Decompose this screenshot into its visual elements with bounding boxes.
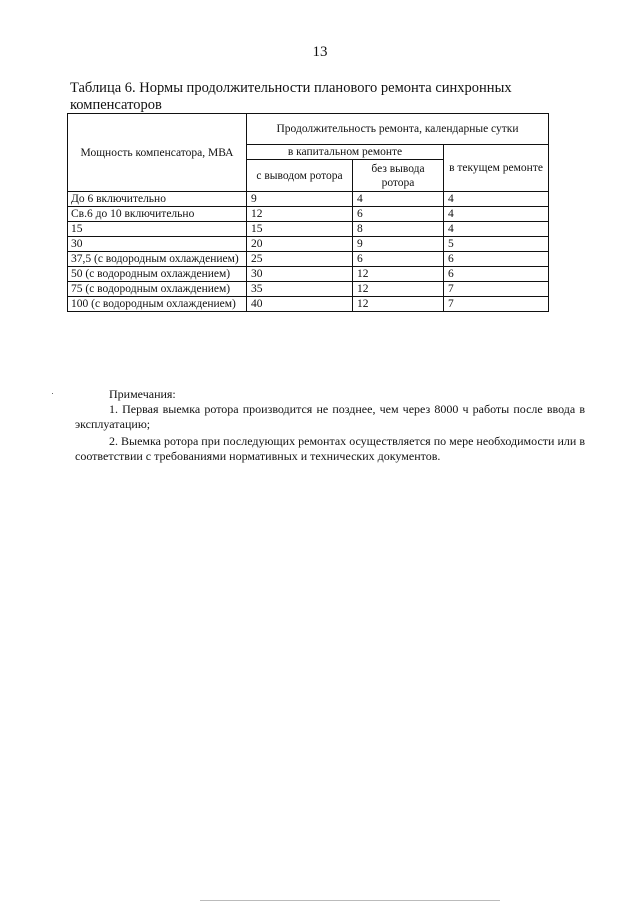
cell-with-rotor: 9 [247, 192, 353, 207]
scan-speck [52, 393, 53, 394]
table-row [68, 222, 549, 237]
note-1: 1. Первая выемка ротора производится не позднее, чем через 8000 ч работы после ввода в эксплуатацию; [75, 402, 585, 431]
cell-current: 7 [444, 282, 549, 297]
cell-without-rotor: 6 [353, 252, 444, 267]
table-row [68, 297, 549, 312]
cell-power: 37,5 (с водородным охлаждением) [68, 252, 247, 267]
cell-without-rotor: 12 [353, 282, 444, 297]
table-row [68, 237, 549, 252]
header-with-rotor: с выводом ротора [247, 160, 353, 192]
notes-title: Примечания: [109, 387, 176, 401]
table-row [68, 252, 549, 267]
header-current: в текущем ремонте [444, 145, 549, 192]
header-capital: в капитальном ремонте [247, 145, 444, 160]
cell-power: 15 [68, 222, 247, 237]
cell-with-rotor: 30 [247, 267, 353, 282]
cell-without-rotor: 12 [353, 267, 444, 282]
cell-power: До 6 включительно [68, 192, 247, 207]
cell-current: 6 [444, 252, 549, 267]
page-number: 13 [312, 44, 328, 60]
cell-power: Св.6 до 10 включительно [68, 207, 247, 222]
notes [75, 387, 585, 464]
table-row [68, 192, 549, 207]
cell-without-rotor: 6 [353, 207, 444, 222]
cell-current: 7 [444, 297, 549, 312]
table-row [68, 207, 549, 222]
cell-power: 30 [68, 237, 247, 252]
cell-current: 4 [444, 192, 549, 207]
cell-power: 50 (с водородным охлаждением) [68, 267, 247, 282]
norms-table [67, 113, 549, 312]
header-duration: Продолжительность ремонта, календарные сутки [247, 114, 549, 145]
cell-without-rotor: 9 [353, 237, 444, 252]
cell-with-rotor: 12 [247, 207, 353, 222]
cell-with-rotor: 15 [247, 222, 353, 237]
cell-with-rotor: 20 [247, 237, 353, 252]
table-row [68, 267, 549, 282]
cell-current: 6 [444, 267, 549, 282]
cell-power: 75 (с водородным охлаждением) [68, 282, 247, 297]
cell-with-rotor: 25 [247, 252, 353, 267]
header-power: Мощность компенсатора, МВА [68, 114, 247, 192]
cell-power: 100 (с водородным охлаждением) [68, 297, 247, 312]
header-without-rotor: без вывода ротора [353, 160, 444, 192]
scan-edge-line [200, 900, 500, 901]
cell-with-rotor: 40 [247, 297, 353, 312]
cell-current: 4 [444, 222, 549, 237]
cell-current: 4 [444, 207, 549, 222]
table-caption: Таблица 6. Нормы продолжительности планового ремонта синхронных компенсаторов [70, 80, 512, 113]
cell-without-rotor: 8 [353, 222, 444, 237]
table-row [68, 282, 549, 297]
cell-without-rotor: 4 [353, 192, 444, 207]
cell-current: 5 [444, 237, 549, 252]
note-2: 2. Выемка ротора при последующих ремонтах осуществляется по мере необходимости или в соответствии с требованиями нормативных и технических документов. [75, 434, 585, 463]
cell-with-rotor: 35 [247, 282, 353, 297]
cell-without-rotor: 12 [353, 297, 444, 312]
